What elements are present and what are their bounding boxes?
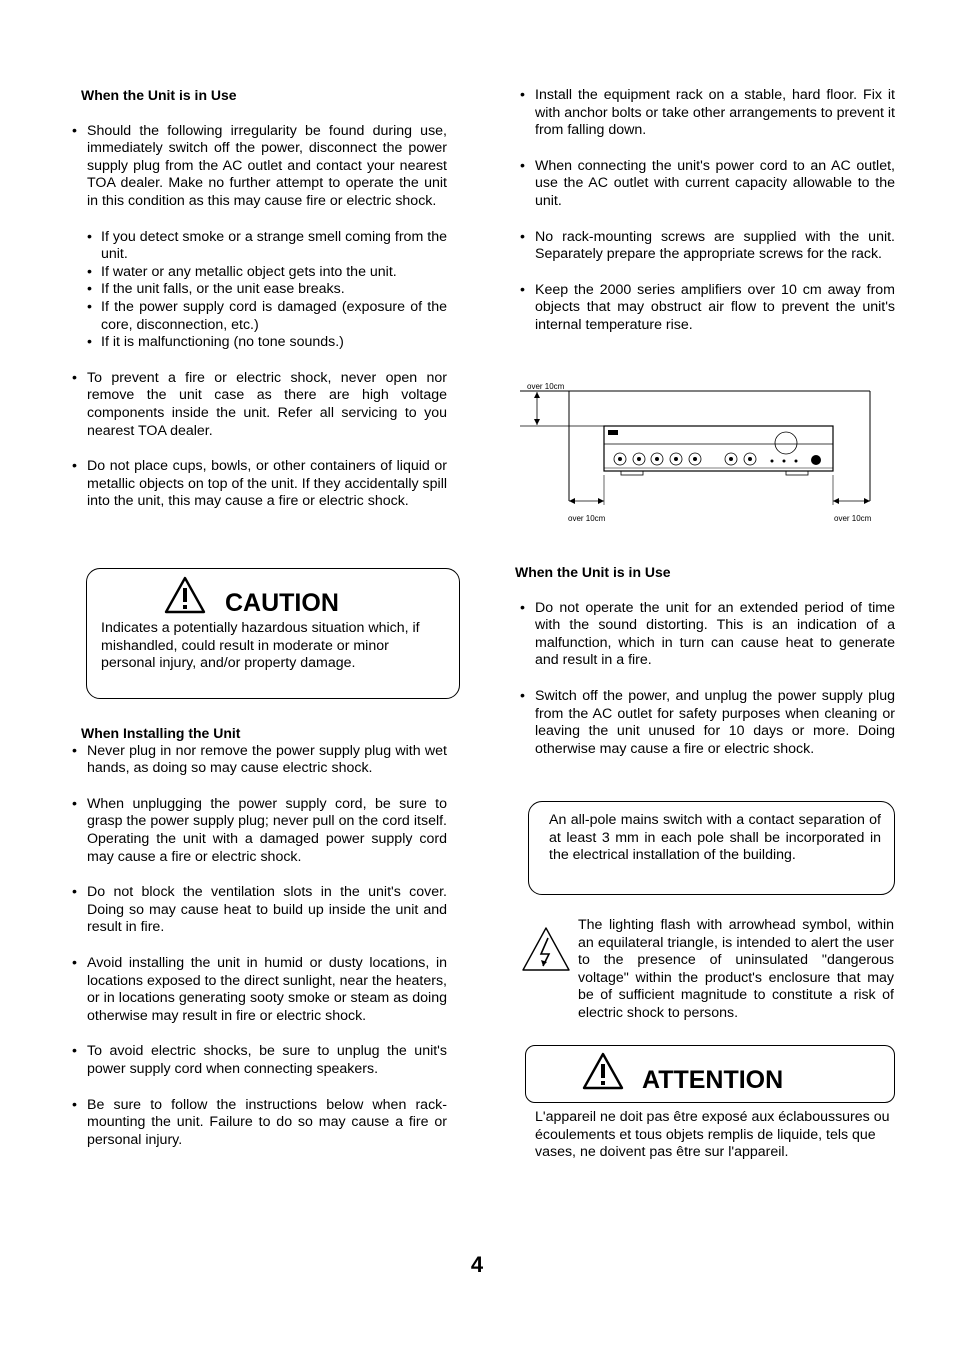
spacer: [72, 778, 447, 796]
list-item: • If it is malfunctioning (no tone sounds.): [87, 334, 447, 352]
list-item: • Avoid installing the unit in humid or dusty locations, in locations exposed to the direct sunlight, near the heaters, or in locations generating sooty smoke or steam as doing otherwise may result in fire or electric shock.: [72, 955, 447, 1025]
rack-list: [520, 87, 895, 335]
spacer: [520, 140, 895, 158]
dimension-label-top: over 10cm: [527, 382, 565, 391]
install-section: [72, 725, 447, 1149]
irregularity-sublist: [87, 229, 447, 352]
list-item: • When connecting the unit's power cord to an AC outlet, use the AC outlet with current capacity allowable to the unit.: [520, 158, 895, 211]
use-heading-left: When the Unit is in Use: [81, 87, 237, 103]
use-section-right: [515, 564, 895, 758]
use-heading-right: When the Unit is in Use: [515, 564, 671, 580]
warning-icon: [581, 1051, 625, 1097]
attention-text: L'appareil ne doit pas être exposé aux éclaboussures ou écoulements et tous objets remplis de liquide, tels que vases, ne doivent pas être sur l'appareil.: [535, 1109, 890, 1161]
attention-box: [525, 1045, 895, 1103]
list-item: • Do not block the ventilation slots in the unit's cover. Doing so may cause heat to build up inside the unit and result in fire.: [72, 884, 447, 937]
list-item: • If the power supply cord is damaged (exposure of the core, disconnection, etc.): [87, 299, 447, 334]
lightning-text: The lighting flash with arrowhead symbol, within an equilateral triangle, is intended to alert the user to the presence of uninsulated "dangerous voltage" within the product's enclosure that may be of sufficient magnitude to constitute a risk of electric shock to persons.: [578, 917, 894, 1021]
caution-box: [86, 568, 460, 699]
spacer: [72, 440, 447, 458]
dimension-label-bottom-right: over 10cm: [834, 514, 872, 523]
install-heading: When Installing the Unit: [81, 725, 241, 741]
list-item: • To avoid electric shocks, be sure to unplug the unit's power supply cord when connecting speakers.: [72, 1043, 447, 1078]
spacer: [520, 670, 895, 688]
list-item: • When unplugging the power supply cord, be sure to grasp the power supply plug; never pull on the cord itself. Operating the unit with a damaged power supply cord may cause a fire or electric shock.: [72, 796, 447, 866]
caution-text: Indicates a potentially hazardous situation which, if mishandled, could result in moderate or minor personal injury, and/or property damage.: [101, 620, 420, 672]
ventilation-diagram: [520, 375, 900, 525]
spacer: [520, 211, 895, 229]
list-item: • If you detect smoke or a strange smell coming from the unit.: [87, 229, 447, 264]
page-number: 4: [470, 1252, 484, 1277]
list-item: • No rack-mounting screws are supplied with the unit. Separately prepare the appropriate screws for the rack.: [520, 229, 895, 264]
list-item: • Should the following irregularity be found during use, immediately switch off the power, disconnect the power supply plug from the AC outlet and contact your nearest TOA dealer. Make no further attempt to operate the unit in this condition as this may cause fire or electric shock.: [72, 123, 447, 211]
list-item: • Never plug in nor remove the power supply plug with wet hands, as doing so may cause electric shock.: [72, 743, 447, 778]
list-item: • Do not operate the unit for an extended period of time with the sound distorting. This is an indication of a malfunction, which in turn can cause heat to generate and result in a fire.: [520, 600, 895, 670]
use-list-left: [72, 123, 447, 211]
list-item: • To prevent a fire or electric shock, never open nor remove the unit case as there are high voltage components inside the unit. Refer all servicing to you nearest TOA dealer.: [72, 370, 447, 440]
attention-title: ATTENTION: [642, 1066, 784, 1094]
list-item: • Switch off the power, and unplug the power supply plug from the AC outlet for safety purposes when cleaning or leaving the unit unused for 10 days or more. Doing otherwise may cause a fire or electric shock.: [520, 688, 895, 758]
use-list-left-2: [72, 370, 447, 511]
list-item: • Be sure to follow the instructions below when rack-mounting the unit. Failure to do so may cause a fire or personal injury.: [72, 1097, 447, 1150]
spacer: [72, 866, 447, 884]
list-item: • Do not place cups, bowls, or other containers of liquid or metallic objects on top of the unit. If they accidentally spill into the unit, this may cause a fire or electric shock.: [72, 458, 447, 511]
caution-title: CAUTION: [225, 589, 339, 617]
dimension-label-bottom-left: over 10cm: [568, 514, 606, 523]
spacer: [72, 1079, 447, 1097]
list-item: • Install the equipment rack on a stable, hard floor. Fix it with anchor bolts or take other arrangements to prevent it from falling down.: [520, 87, 895, 140]
list-item: • If water or any metallic object gets into the unit.: [87, 264, 447, 282]
list-item: • If the unit falls, or the unit ease breaks.: [87, 281, 447, 299]
right-column: [520, 87, 895, 335]
spacer: [72, 1025, 447, 1043]
left-column: [72, 87, 447, 511]
install-list: [72, 743, 447, 1150]
warning-icon: [163, 575, 207, 621]
spacer: [72, 937, 447, 955]
mains-switch-text: An all-pole mains switch with a contact separation of at least 3 mm in each pole shall be incorporated in the electrical installation of the building.: [549, 812, 881, 864]
use-list-right: [520, 600, 895, 759]
list-item: • Keep the 2000 series amplifiers over 10 cm away from objects that may obstruct air flow to prevent the unit's internal temperature rise.: [520, 282, 895, 335]
spacer: [520, 264, 895, 282]
lightning-warning-icon: [521, 926, 571, 978]
mains-switch-box: [528, 801, 895, 895]
